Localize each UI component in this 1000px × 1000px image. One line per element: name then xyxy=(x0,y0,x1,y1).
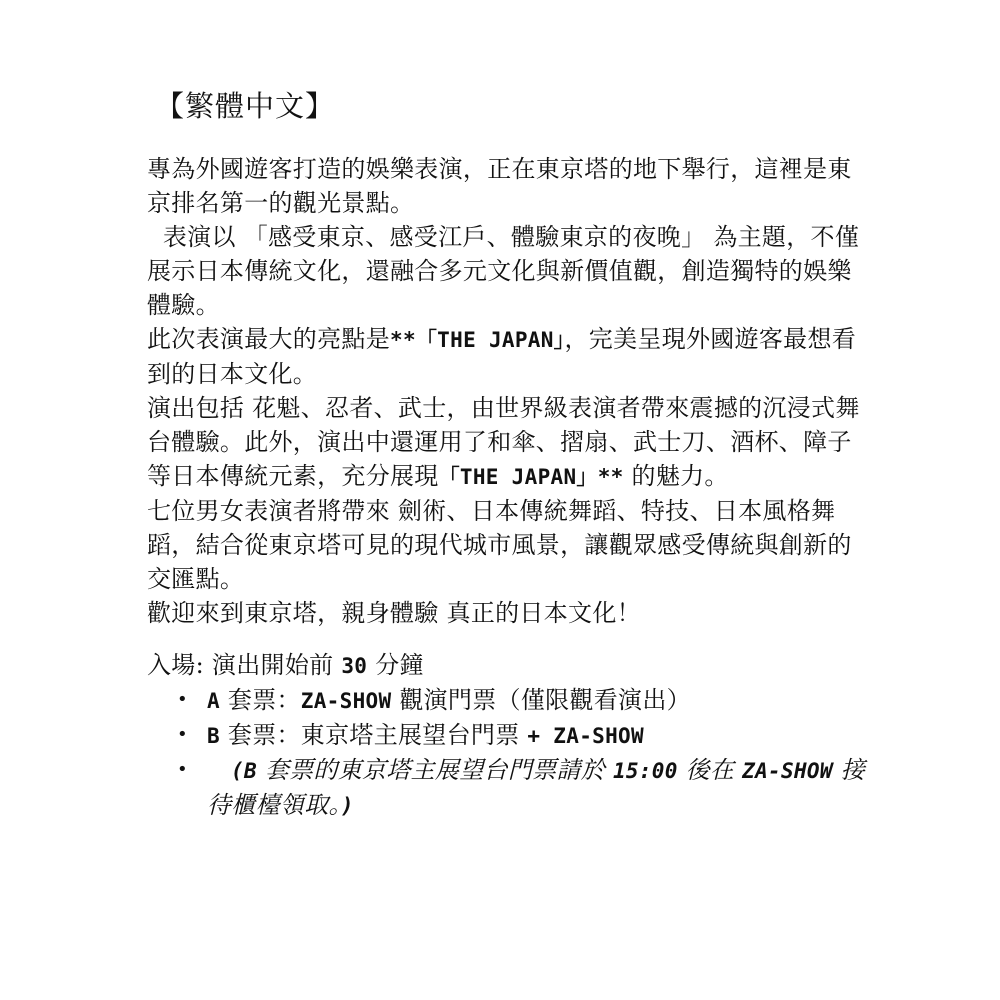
paragraph-theme: 表演以 「感受東京、感受江戶、體驗東京的夜晚」 為主題，不僅展示日本傳統文化，還融合多元文化與新價值觀，創造獨特的娛樂體驗。 xyxy=(147,223,860,319)
note-time: 15:00 xyxy=(612,759,678,783)
entry-info xyxy=(147,648,867,683)
ticket-text-a: 套票： xyxy=(227,686,301,714)
language-heading: 【繁體中文】 xyxy=(155,89,336,123)
ticket-text-a: 套票：東京塔主展望台門票 xyxy=(227,721,528,749)
ticket-code: B xyxy=(207,724,220,748)
note-text-b: 後在 xyxy=(685,756,735,784)
body-text xyxy=(147,152,867,823)
paragraph-performance xyxy=(147,391,867,494)
ticket-code: A xyxy=(207,689,220,713)
entry-label: 入場: 演出開始前 xyxy=(147,651,334,679)
note-text-c: 接待櫃檯領取。 xyxy=(207,756,866,819)
entry-minutes: 30 xyxy=(341,654,368,678)
paragraph-welcome: 歡迎來到東京塔，親身體驗 真正的日本文化！ xyxy=(147,599,641,627)
highlight-the-japan: **「THE JAPAN」 xyxy=(390,328,565,352)
paragraph-performers: 七位男女表演者將帶來 劍術、日本傳統舞蹈、特技、日本風格舞蹈，結合從東京塔可見的現代城市風景，讓觀眾感受傳統與創新的交匯點。 xyxy=(147,497,852,593)
highlight-text-c: ，完美呈現外國遊客最想看到的日本文化。 xyxy=(147,325,857,388)
entry-unit: 分鐘 xyxy=(375,651,424,679)
note-close: ) xyxy=(340,794,354,818)
note-open: (B xyxy=(231,759,257,783)
list-item xyxy=(177,683,867,718)
paragraph-intro: 專為外國遊客打造的娛樂表演，正在東京塔的地下舉行，這裡是東京排名第一的觀光景點。 xyxy=(147,155,852,217)
performance-text-c: 的魅力。 xyxy=(623,462,729,490)
ticket-mono: ZA-SHOW xyxy=(300,689,392,713)
ticket-note xyxy=(177,753,867,823)
highlight-text-a: 此次表演最大的亮點是 xyxy=(147,325,390,353)
paragraph-highlight xyxy=(147,322,867,391)
ticket-text-b: 觀演門票（僅限觀看演出） xyxy=(391,686,691,714)
ticket-list xyxy=(147,683,867,823)
performance-the-japan: 「THE JAPAN」** xyxy=(438,465,624,489)
list-item xyxy=(177,718,867,753)
document-page xyxy=(147,84,867,823)
note-mono: ZA-SHOW xyxy=(742,759,833,783)
note-text-a: 套票的東京塔主展望台門票請於 xyxy=(264,756,606,784)
performance-text-a: 演出包括 花魁、忍者、武士，由世界級表演者帶來震撼的沉浸式舞台體驗。此外，演出中還運用了和傘、摺扇、武士刀、酒杯、障子等日本傳統元素，充分展現 xyxy=(147,394,860,490)
ticket-mono: + ZA-SHOW xyxy=(527,724,644,748)
